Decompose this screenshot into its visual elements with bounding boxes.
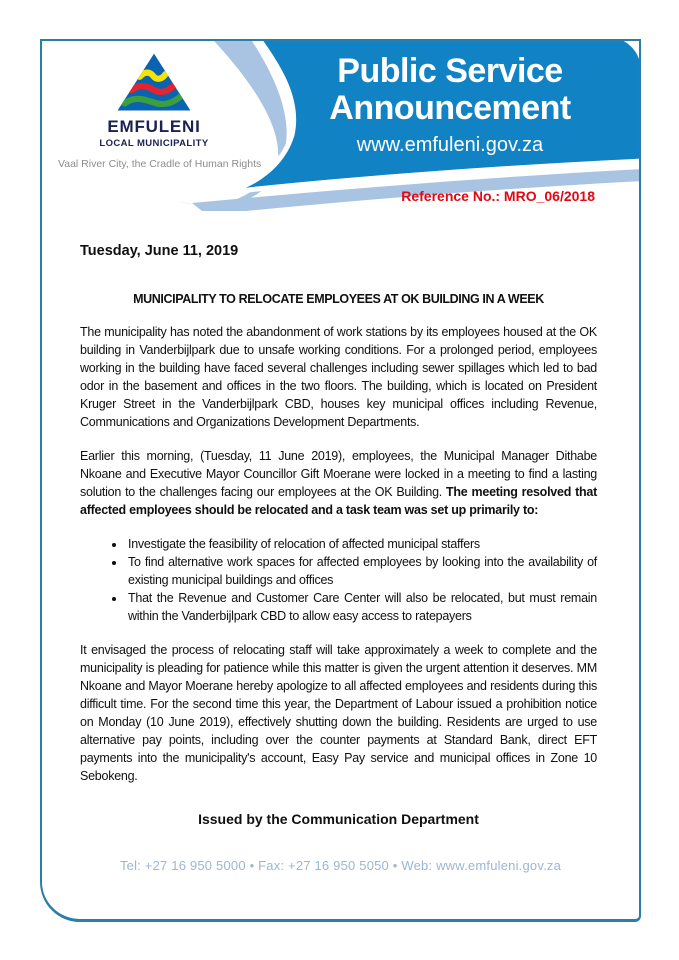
paragraph-2-bold: The meeting resolved that affected employees should be relocated and a task team was set up primarily to: (80, 485, 597, 517)
paragraph-3: It envisaged the process of relocating staff will take approximately a week to complete and the municipality is pleading for patience while this matter is given the urgent attention it deserves. MM Nkoane and Mayor Moerane hereby apologize to all affected employees and residents during this difficult time. For the second time this year, the Department of Labour issued a prohibition notice on Monday (10 June 2019), effectively shutting down the building. Residents are urged to use alternative pay points, including over the counter payments at Standard Bank, direct EFT payments into the municipality's account, Easy Pay service and municipal offices in Zone 10 Sebokeng. (80, 643, 597, 783)
bullet-item: • To find alternative work spaces for affected employees by looking into the availability of existing municipal buildings and offices (126, 553, 597, 589)
document-headline: MUNICIPALITY TO RELOCATE EMPLOYEES AT OK BUILDING IN A WEEK (133, 292, 544, 306)
logo-subname: LOCAL MUNICIPALITY (99, 138, 209, 149)
municipality-logo (58, 51, 262, 170)
logo-tagline: Vaal River City, the Cradle of Human Rights (58, 158, 262, 170)
banner-website: www.emfuleni.gov.za (356, 134, 544, 156)
task-team-bullet-list (80, 535, 597, 625)
reference-number: Reference No.: MRO_06/2018 (401, 188, 595, 204)
banner-title-line1: Public Service (337, 52, 563, 90)
footer-contact-line: Tel: +27 16 950 5000 • Fax: +27 16 950 5050 • Web: www.emfuleni.gov.za (119, 858, 562, 873)
announcement-page (40, 39, 641, 922)
banner-title-line2: Announcement (329, 89, 571, 127)
bullet-item: • Investigate the feasibility of relocation of affected municipal staffers (126, 535, 597, 553)
header (42, 41, 639, 211)
paragraph-2-normal: Earlier this morning, (Tuesday, 11 June 2019), employees, the Municipal Manager Dithabe Nkoane and Executive Mayor Councillor Gift Moerane were locked in a meeting to find a lasting solution to the challenges facing our employees at the OK Building. (80, 449, 597, 499)
paragraph-2 (80, 447, 597, 519)
document-body (42, 211, 639, 827)
document-date: Tuesday, June 11, 2019 (80, 243, 239, 259)
issued-by-line: Issued by the Communication Department (198, 811, 479, 827)
paragraph-1: The municipality has noted the abandonment of work stations by its employees housed at the OK building in Vanderbijlpark due to unsafe working conditions. For a prolonged period, employees working in the building have faced several challenges including sewer spillages which led to bad odor in the basement and offices in the two floors. The building, which is located on President Kruger Street in the Vanderbijlpark CBD, houses key municipal offices including Revenue, Communications and Organizations Development Departments. (80, 325, 597, 429)
logo-triangle-icon (114, 51, 194, 115)
banner-title-block (264, 53, 636, 157)
bullet-item: • That the Revenue and Customer Care Center will also be relocated, but must remain within the Vanderbijlpark CBD to allow easy access to ratepayers (126, 589, 597, 625)
logo-name: EMFULENI (107, 117, 201, 136)
